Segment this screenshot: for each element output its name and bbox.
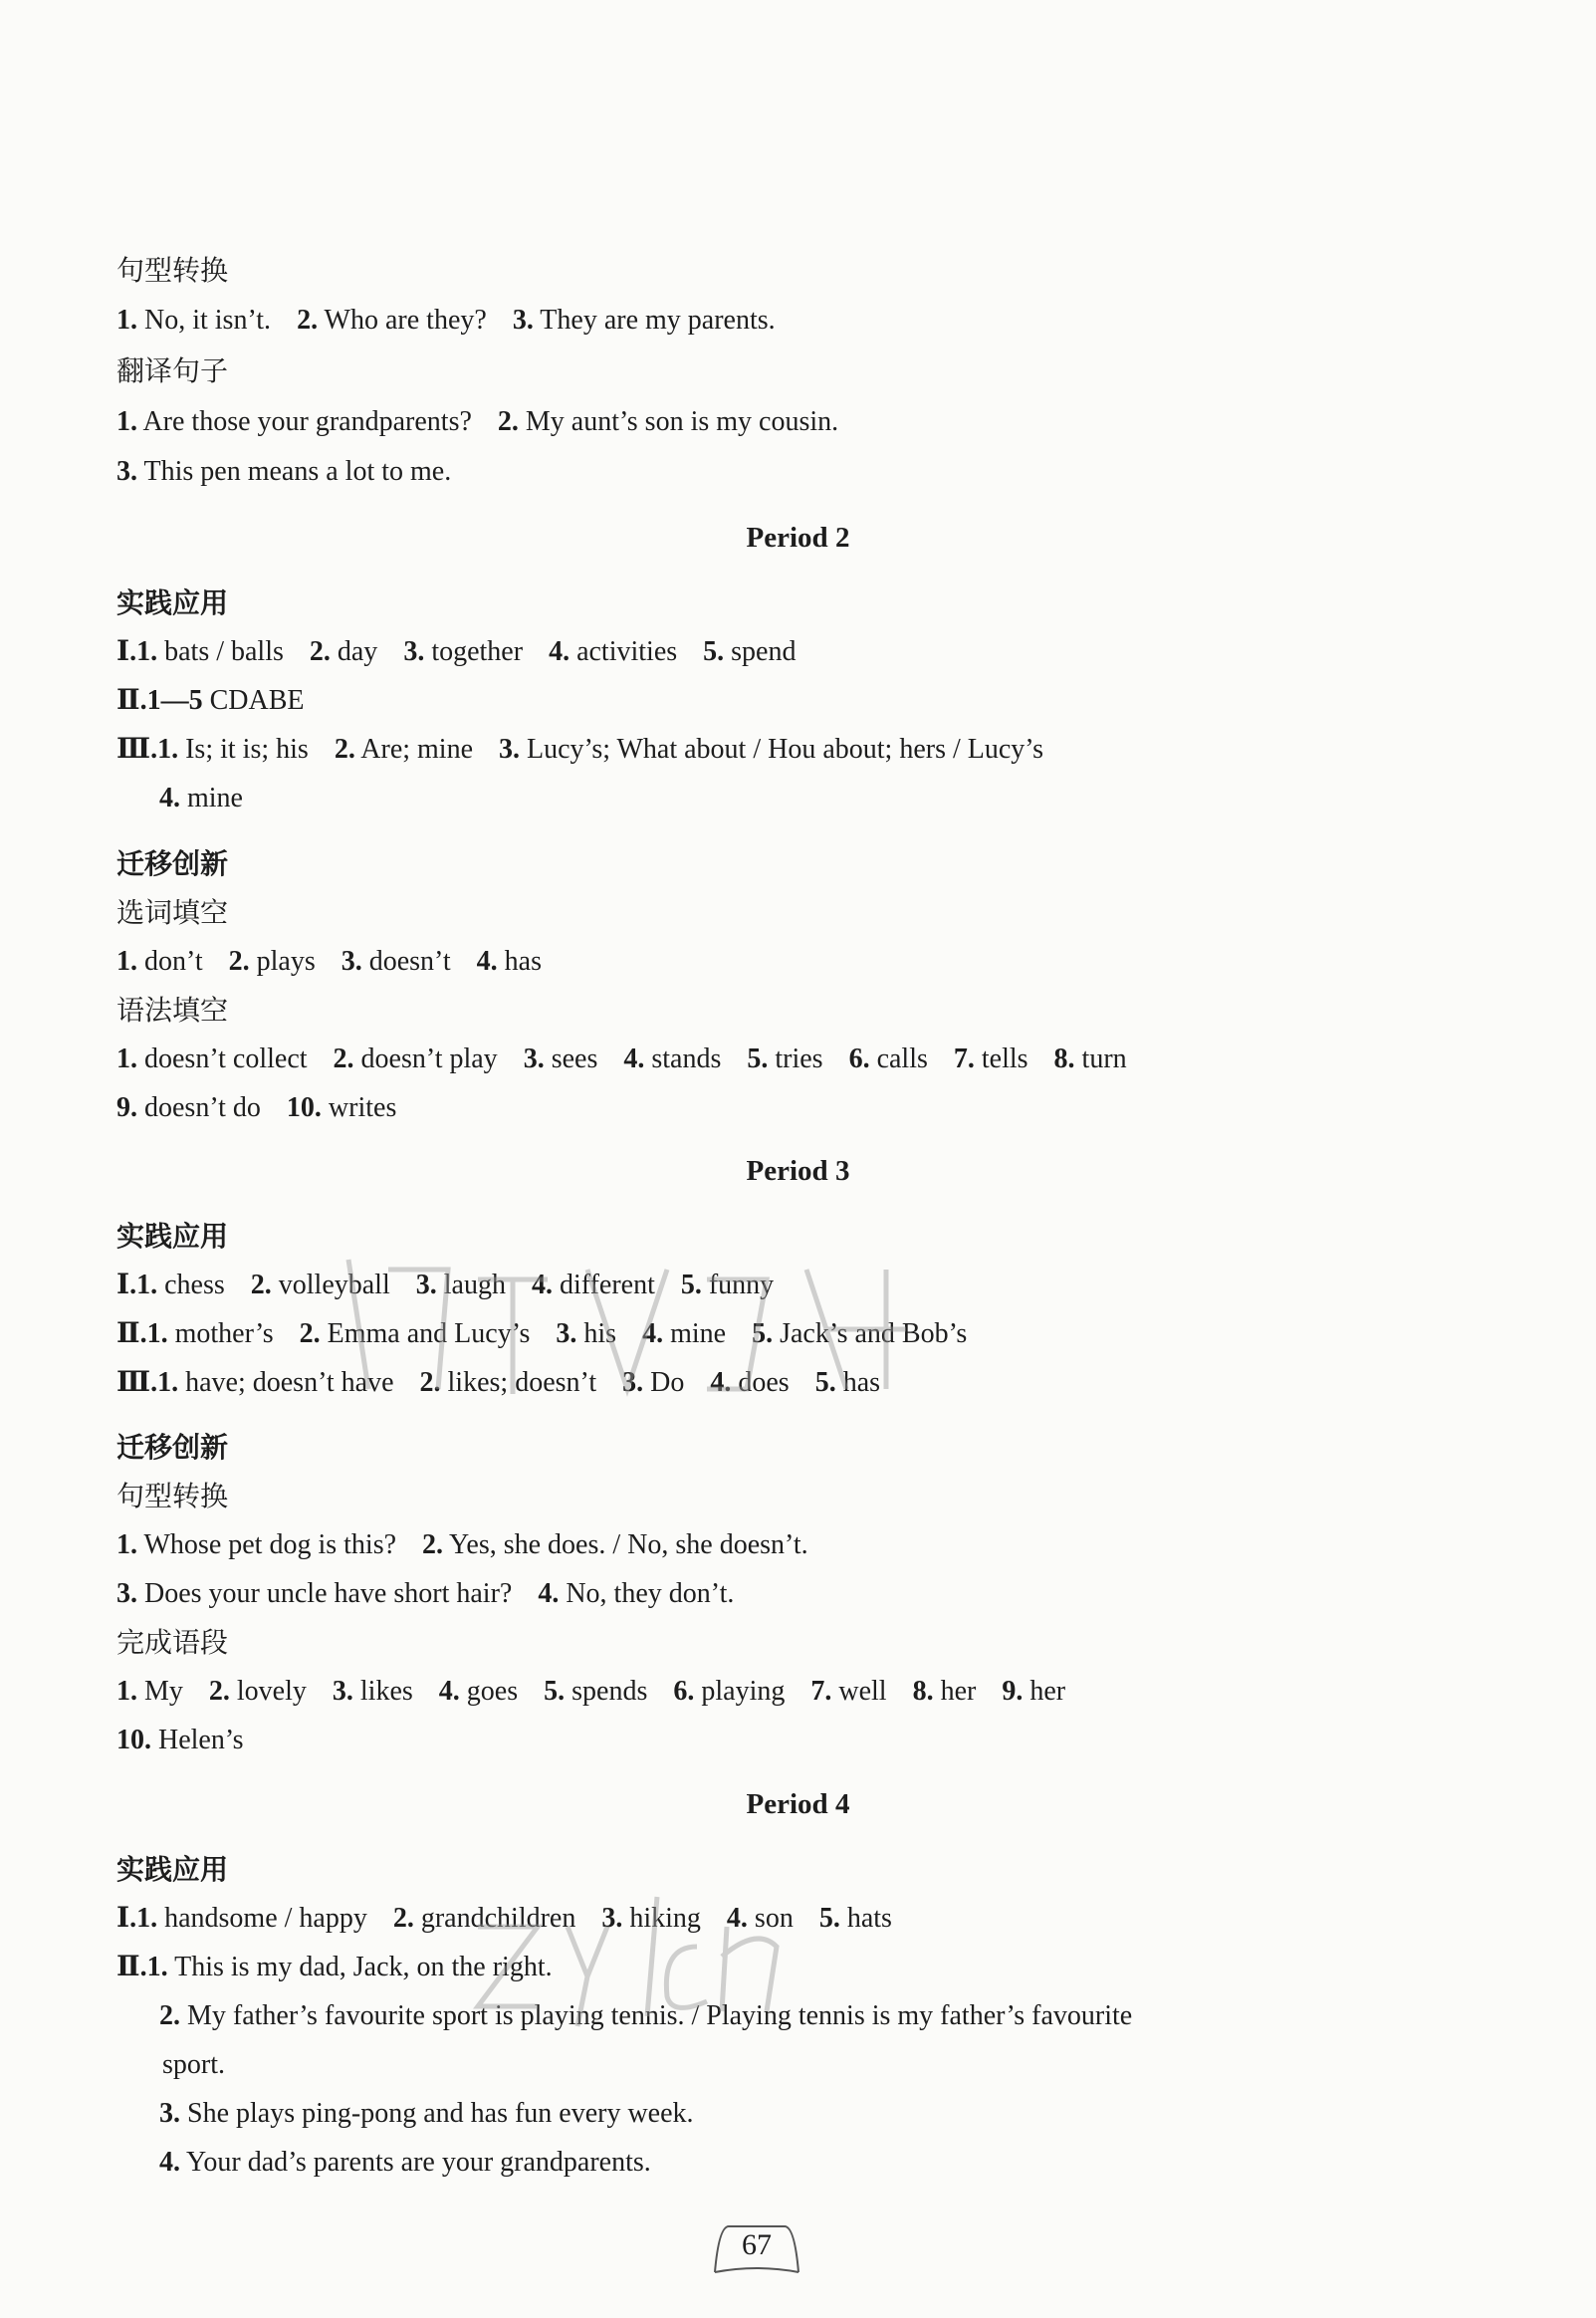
- answer-item: [159, 2143, 651, 2183]
- item-number: 1.: [116, 1676, 137, 1707]
- answer-item: [623, 1040, 721, 1079]
- roman-numeral: Ⅰ.: [116, 1270, 137, 1300]
- item-answer: Jack’s and Bob’s: [773, 1318, 968, 1349]
- item-number: 2.: [159, 2000, 180, 2031]
- item-answer: doesn’t collect: [137, 1043, 308, 1074]
- answer-item: [1002, 1672, 1065, 1712]
- answer-row: [116, 1899, 892, 1939]
- roman-numeral: Ⅲ.: [116, 1367, 158, 1398]
- item-answer: My: [137, 1676, 183, 1707]
- answer-item: [393, 1899, 576, 1939]
- answer-row: [116, 402, 838, 442]
- item-answer: Emma and Lucy’s: [320, 1318, 531, 1349]
- answer-row: [116, 1088, 396, 1128]
- heading-sentence-transformation: 句型转换: [116, 254, 229, 287]
- answer-item: [251, 1266, 390, 1305]
- item-answer: My aunt’s son is my cousin.: [518, 406, 839, 437]
- item-answer: son: [747, 1903, 794, 1934]
- answer-row: [116, 1040, 1127, 1079]
- answer-item: [954, 1040, 1028, 1079]
- period-title: Period 4: [746, 1788, 850, 1820]
- period-title: Period 2: [746, 522, 850, 554]
- item-number: 4.: [549, 636, 570, 667]
- answer-item: [287, 1088, 396, 1128]
- roman-numeral: Ⅱ.: [116, 1318, 147, 1349]
- answer-item: [681, 1266, 774, 1305]
- item-number: 2.: [228, 946, 250, 977]
- item-answer: She plays ping-pong and has fun every week.: [180, 2098, 694, 2129]
- item-number: 3.: [601, 1903, 623, 1934]
- item-answer: mother’s: [167, 1318, 274, 1349]
- heading-practice: 实践应用: [116, 1220, 229, 1253]
- answer-item: [819, 1899, 892, 1939]
- answer-item: [159, 1996, 1132, 2036]
- answer-row: [159, 2143, 651, 2183]
- item-number: 6.: [673, 1676, 695, 1707]
- heading-practice: 实践应用: [116, 1853, 229, 1886]
- item-answer: calls: [869, 1043, 928, 1074]
- item-answer: They are my parents.: [533, 305, 776, 336]
- answer-row: [116, 1574, 734, 1614]
- item-answer: mine: [663, 1318, 727, 1349]
- item-number: 4.: [642, 1318, 664, 1349]
- item-number: 3.: [403, 636, 425, 667]
- item-answer: playing: [694, 1676, 786, 1707]
- item-answer: Lucy’s; What about / Hou about; hers / Lucy’s: [520, 734, 1043, 765]
- item-answer: laugh: [436, 1270, 506, 1300]
- answer-item: [116, 1574, 512, 1614]
- item-number: 1.: [116, 1529, 137, 1560]
- answer-row: [116, 1525, 808, 1565]
- page-number: 67: [709, 2220, 804, 2278]
- item-number: 5.: [544, 1676, 566, 1707]
- item-answer: does: [731, 1367, 790, 1398]
- answer-item: [335, 730, 473, 770]
- item-answer: spend: [724, 636, 797, 667]
- answer-row: [159, 2094, 694, 2134]
- answer-item: [1054, 1040, 1127, 1079]
- answer-item: [333, 1672, 413, 1712]
- item-answer: bats / balls: [157, 636, 284, 667]
- answer-item: [229, 942, 316, 982]
- item-answer: together: [424, 636, 524, 667]
- answer-item: [157, 730, 309, 770]
- item-answer: Helen’s: [151, 1725, 244, 1755]
- answer-item: [549, 632, 677, 672]
- item-answer: handsome / happy: [157, 1903, 367, 1934]
- item-answer: don’t: [137, 946, 203, 977]
- item-number: 5.: [752, 1318, 774, 1349]
- item-answer: day: [330, 636, 378, 667]
- answer-row: [116, 1314, 967, 1354]
- item-answer: tries: [768, 1043, 823, 1074]
- item-answer: goes: [459, 1676, 519, 1707]
- item-answer: Who are they?: [318, 305, 487, 336]
- item-answer: My father’s favourite sport is playing tennis. / Playing tennis is my father’s favourite: [180, 2000, 1133, 2031]
- item-answer: hiking: [622, 1903, 701, 1934]
- item-number: 2.: [419, 1367, 441, 1398]
- item-number: 1.: [116, 946, 137, 977]
- answer-item: [116, 1040, 308, 1079]
- answer-item: [116, 1088, 261, 1128]
- item-number: 1—5: [146, 685, 203, 716]
- answer-item: [422, 1525, 808, 1565]
- item-answer: Yes, she does. / No, she doesn’t.: [443, 1529, 808, 1560]
- heading-transfer-innovation: 迁移创新: [116, 847, 229, 880]
- item-number: 2.: [309, 636, 331, 667]
- roman-numeral: Ⅲ.: [116, 734, 158, 765]
- item-number: 4.: [159, 783, 180, 813]
- item-answer: writes: [321, 1092, 397, 1123]
- heading-sentence-transformation: 句型转换: [116, 1480, 229, 1512]
- heading-practice: 实践应用: [116, 586, 229, 619]
- answer-item: [159, 779, 243, 818]
- item-answer: lovely: [229, 1676, 307, 1707]
- item-number: 3.: [499, 734, 521, 765]
- answer-item: [747, 1040, 822, 1079]
- roman-numeral: Ⅰ.: [116, 636, 137, 667]
- item-number: 4.: [476, 946, 498, 977]
- answer-row: [116, 1948, 553, 1987]
- answer-row: [116, 1672, 1065, 1712]
- item-number: 2.: [299, 1318, 321, 1349]
- item-answer: doesn’t do: [137, 1092, 261, 1123]
- heading-complete-passage: 完成语段: [116, 1626, 229, 1659]
- answer-item: [810, 1672, 886, 1712]
- answer-row: [116, 681, 305, 721]
- item-number: 7.: [810, 1676, 832, 1707]
- item-answer: spends: [565, 1676, 648, 1707]
- answer-item: [477, 942, 542, 982]
- item-number: 1.: [157, 734, 179, 765]
- period-title: Period 3: [746, 1155, 850, 1187]
- item-number: 5.: [703, 636, 725, 667]
- item-answer: his: [576, 1318, 617, 1349]
- item-number: 1.: [136, 1270, 158, 1300]
- item-number: 10.: [116, 1725, 151, 1755]
- answer-row: [116, 452, 451, 492]
- item-number: 3.: [116, 1578, 137, 1609]
- item-number: 4.: [531, 1270, 553, 1300]
- item-answer: Are; mine: [354, 734, 474, 765]
- answer-row: [116, 1266, 774, 1305]
- item-answer: No, it isn’t.: [137, 305, 272, 336]
- item-answer: volleyball: [271, 1270, 390, 1300]
- item-number: 1.: [136, 636, 158, 667]
- item-number: 1.: [116, 1043, 137, 1074]
- answer-row: [159, 1996, 1132, 2036]
- answer-item: [499, 730, 1043, 770]
- item-number: 4.: [726, 1903, 748, 1934]
- answer-item: [147, 681, 305, 721]
- item-answer: Are those your grandparents?: [137, 406, 472, 437]
- item-answer: turn: [1074, 1043, 1127, 1074]
- answer-item: [703, 632, 796, 672]
- answer-row: [116, 301, 776, 341]
- item-answer: CDABE: [202, 685, 305, 716]
- item-number: 3.: [622, 1367, 644, 1398]
- item-answer: Your dad’s parents are your grandparents.: [180, 2147, 651, 2178]
- answer-item: [159, 2094, 694, 2134]
- roman-numeral: Ⅱ.: [116, 1952, 147, 1982]
- item-answer: plays: [249, 946, 316, 977]
- answer-item: [538, 1574, 734, 1614]
- item-number: 2.: [208, 1676, 230, 1707]
- item-number: 9.: [116, 1092, 137, 1123]
- answer-continuation: sport.: [162, 2049, 225, 2080]
- item-answer: This pen means a lot to me.: [137, 456, 452, 487]
- item-number: 5.: [818, 1903, 840, 1934]
- answer-item: [710, 1363, 789, 1403]
- item-answer: Do: [643, 1367, 685, 1398]
- item-number: 8.: [912, 1676, 934, 1707]
- item-answer: stands: [644, 1043, 722, 1074]
- answer-item: [147, 1314, 274, 1354]
- item-answer: Does your uncle have short hair?: [137, 1578, 513, 1609]
- item-number: 1.: [146, 1952, 168, 1982]
- answer-item: [342, 942, 451, 982]
- answer-item: [310, 632, 377, 672]
- item-answer: well: [831, 1676, 887, 1707]
- item-number: 4.: [710, 1367, 732, 1398]
- answer-item: [297, 301, 487, 341]
- item-number: 8.: [1053, 1043, 1075, 1074]
- answer-item: [727, 1899, 794, 1939]
- answer-item: [439, 1672, 518, 1712]
- item-number: 2.: [422, 1529, 444, 1560]
- item-number: 5.: [680, 1270, 702, 1300]
- item-answer: hats: [839, 1903, 892, 1934]
- item-number: 3.: [341, 946, 362, 977]
- heading-choose-words: 选词填空: [116, 896, 229, 929]
- answer-item: [524, 1040, 598, 1079]
- item-number: 4.: [438, 1676, 460, 1707]
- item-answer: grandchildren: [413, 1903, 576, 1934]
- answer-item: [673, 1672, 785, 1712]
- item-number: 2.: [250, 1270, 272, 1300]
- answer-item: [116, 1672, 183, 1712]
- answer-item: [116, 942, 203, 982]
- item-number: 6.: [848, 1043, 870, 1074]
- item-answer: has: [835, 1367, 881, 1398]
- answer-row: [116, 730, 1043, 770]
- item-answer: likes: [352, 1676, 413, 1707]
- item-number: 3.: [332, 1676, 353, 1707]
- answer-row: [116, 942, 542, 982]
- item-number: 4.: [159, 2147, 180, 2178]
- answer-item: [136, 632, 284, 672]
- item-number: 3.: [415, 1270, 437, 1300]
- answer-item: [532, 1266, 655, 1305]
- roman-numeral: Ⅰ.: [116, 1903, 137, 1934]
- answer-item: [147, 1948, 553, 1987]
- item-answer: doesn’t: [361, 946, 451, 977]
- item-answer: sees: [544, 1043, 598, 1074]
- answer-item: [498, 402, 838, 442]
- item-number: 2.: [392, 1903, 414, 1934]
- item-number: 3.: [159, 2098, 180, 2129]
- item-number: 4.: [538, 1578, 560, 1609]
- answer-item: [209, 1672, 307, 1712]
- item-answer: Is; it is; his: [178, 734, 309, 765]
- heading-translate-sentences: 翻译句子: [116, 354, 229, 387]
- item-answer: her: [1023, 1676, 1066, 1707]
- answer-item: [116, 301, 271, 341]
- answer-row: [116, 1721, 244, 1760]
- answer-item: [334, 1040, 498, 1079]
- answer-item: [556, 1314, 616, 1354]
- item-answer: chess: [157, 1270, 225, 1300]
- heading-grammar-fill: 语法填空: [116, 994, 229, 1027]
- answer-item: [300, 1314, 531, 1354]
- answer-item: [403, 632, 523, 672]
- item-answer: likes; doesn’t: [440, 1367, 597, 1398]
- item-number: 2.: [297, 305, 319, 336]
- answer-item: [642, 1314, 726, 1354]
- answer-item: [752, 1314, 967, 1354]
- answer-item: [136, 1899, 367, 1939]
- answer-item: [116, 1525, 396, 1565]
- item-number: 7.: [953, 1043, 975, 1074]
- item-number: 1.: [157, 1367, 179, 1398]
- answer-item: [601, 1899, 701, 1939]
- item-answer: her: [933, 1676, 977, 1707]
- item-number: 2.: [497, 406, 519, 437]
- answer-item: [513, 301, 776, 341]
- answer-item: [622, 1363, 684, 1403]
- item-number: 2.: [334, 734, 355, 765]
- item-answer: activities: [570, 636, 678, 667]
- item-number: 5.: [814, 1367, 836, 1398]
- item-number: 1.: [116, 305, 137, 336]
- item-answer: tells: [974, 1043, 1028, 1074]
- item-number: 9.: [1002, 1676, 1024, 1707]
- item-number: 10.: [286, 1092, 322, 1123]
- roman-numeral: Ⅱ.: [116, 685, 147, 716]
- answer-item: [416, 1266, 506, 1305]
- answer-item: [136, 1266, 225, 1305]
- answer-row: [116, 632, 796, 672]
- item-number: 1.: [136, 1903, 158, 1934]
- answer-item: [420, 1363, 597, 1403]
- item-number: 1.: [146, 1318, 168, 1349]
- item-number: 3.: [116, 456, 137, 487]
- item-number: 4.: [623, 1043, 645, 1074]
- item-number: 3.: [512, 305, 534, 336]
- item-number: 5.: [747, 1043, 769, 1074]
- heading-transfer-innovation: 迁移创新: [116, 1431, 229, 1464]
- answer-item: [849, 1040, 928, 1079]
- answer-row: [159, 779, 243, 818]
- item-answer: have; doesn’t have: [178, 1367, 394, 1398]
- item-number: 3.: [556, 1318, 577, 1349]
- answer-item: [116, 402, 472, 442]
- answer-item: [815, 1363, 880, 1403]
- answer-item: [116, 452, 451, 492]
- item-answer: This is my dad, Jack, on the right.: [167, 1952, 553, 1982]
- answer-row: [116, 1363, 880, 1403]
- item-number: 3.: [523, 1043, 545, 1074]
- answer-item: [157, 1363, 393, 1403]
- item-answer: funny: [701, 1270, 775, 1300]
- item-number: 2.: [333, 1043, 354, 1074]
- item-answer: doesn’t play: [353, 1043, 498, 1074]
- item-answer: different: [552, 1270, 655, 1300]
- item-answer: has: [497, 946, 542, 977]
- item-number: 1.: [116, 406, 137, 437]
- answer-item: [116, 1721, 244, 1760]
- answer-item: [913, 1672, 977, 1712]
- item-answer: mine: [180, 783, 243, 813]
- answer-item: [544, 1672, 647, 1712]
- item-answer: No, they don’t.: [559, 1578, 735, 1609]
- item-answer: Whose pet dog is this?: [137, 1529, 397, 1560]
